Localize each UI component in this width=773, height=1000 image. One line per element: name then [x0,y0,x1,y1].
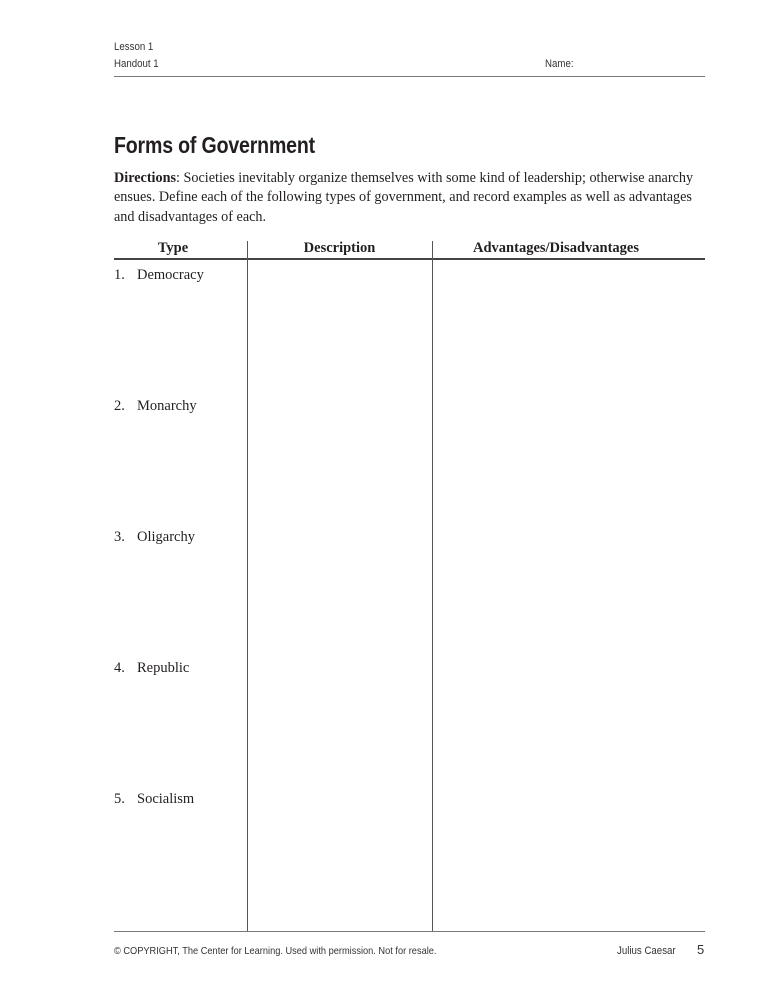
header-rule [114,76,705,77]
row-number: 5. [114,791,125,807]
column-header-description: Description [303,240,376,256]
row-type: Socialism [137,791,195,807]
row-number: 2. [114,398,125,414]
lesson-label: Lesson 1 [114,41,154,53]
row-number: 1. [114,267,125,283]
table-row [114,791,194,808]
directions-text: : Societies inevitably organize themselves with some kind of leadership; otherwise anarchy ensues. Define each of the following types of government, and record examples as well as advantages and disadvantages of each. [114,170,694,225]
book-title: Julius Caesar [617,945,676,957]
handout-label: Handout 1 [114,58,159,70]
directions [114,169,709,227]
copyright-notice: © COPYRIGHT, The Center for Learning. Used with permission. Not for resale. [114,945,437,957]
page-number: 5 [697,942,705,957]
table-row [114,398,197,415]
table-header-rule [114,258,705,260]
row-number: 3. [114,529,125,545]
table-bottom-rule [114,931,705,932]
row-number: 4. [114,660,125,676]
row-type: Monarchy [137,398,197,414]
name-label: Name: [545,58,574,70]
column-divider [432,241,433,932]
table-row [114,267,204,284]
row-type: Republic [137,660,190,676]
page-title: Forms of Government [114,132,315,158]
column-header-advantages: Advantages/Disadvantages [473,240,639,256]
column-header-type: Type [157,240,189,256]
table-row [114,660,189,677]
column-divider [247,241,248,932]
row-type: Democracy [137,267,204,283]
row-type: Oligarchy [137,529,195,545]
table-row [114,529,195,546]
directions-label: Directions [114,170,176,186]
